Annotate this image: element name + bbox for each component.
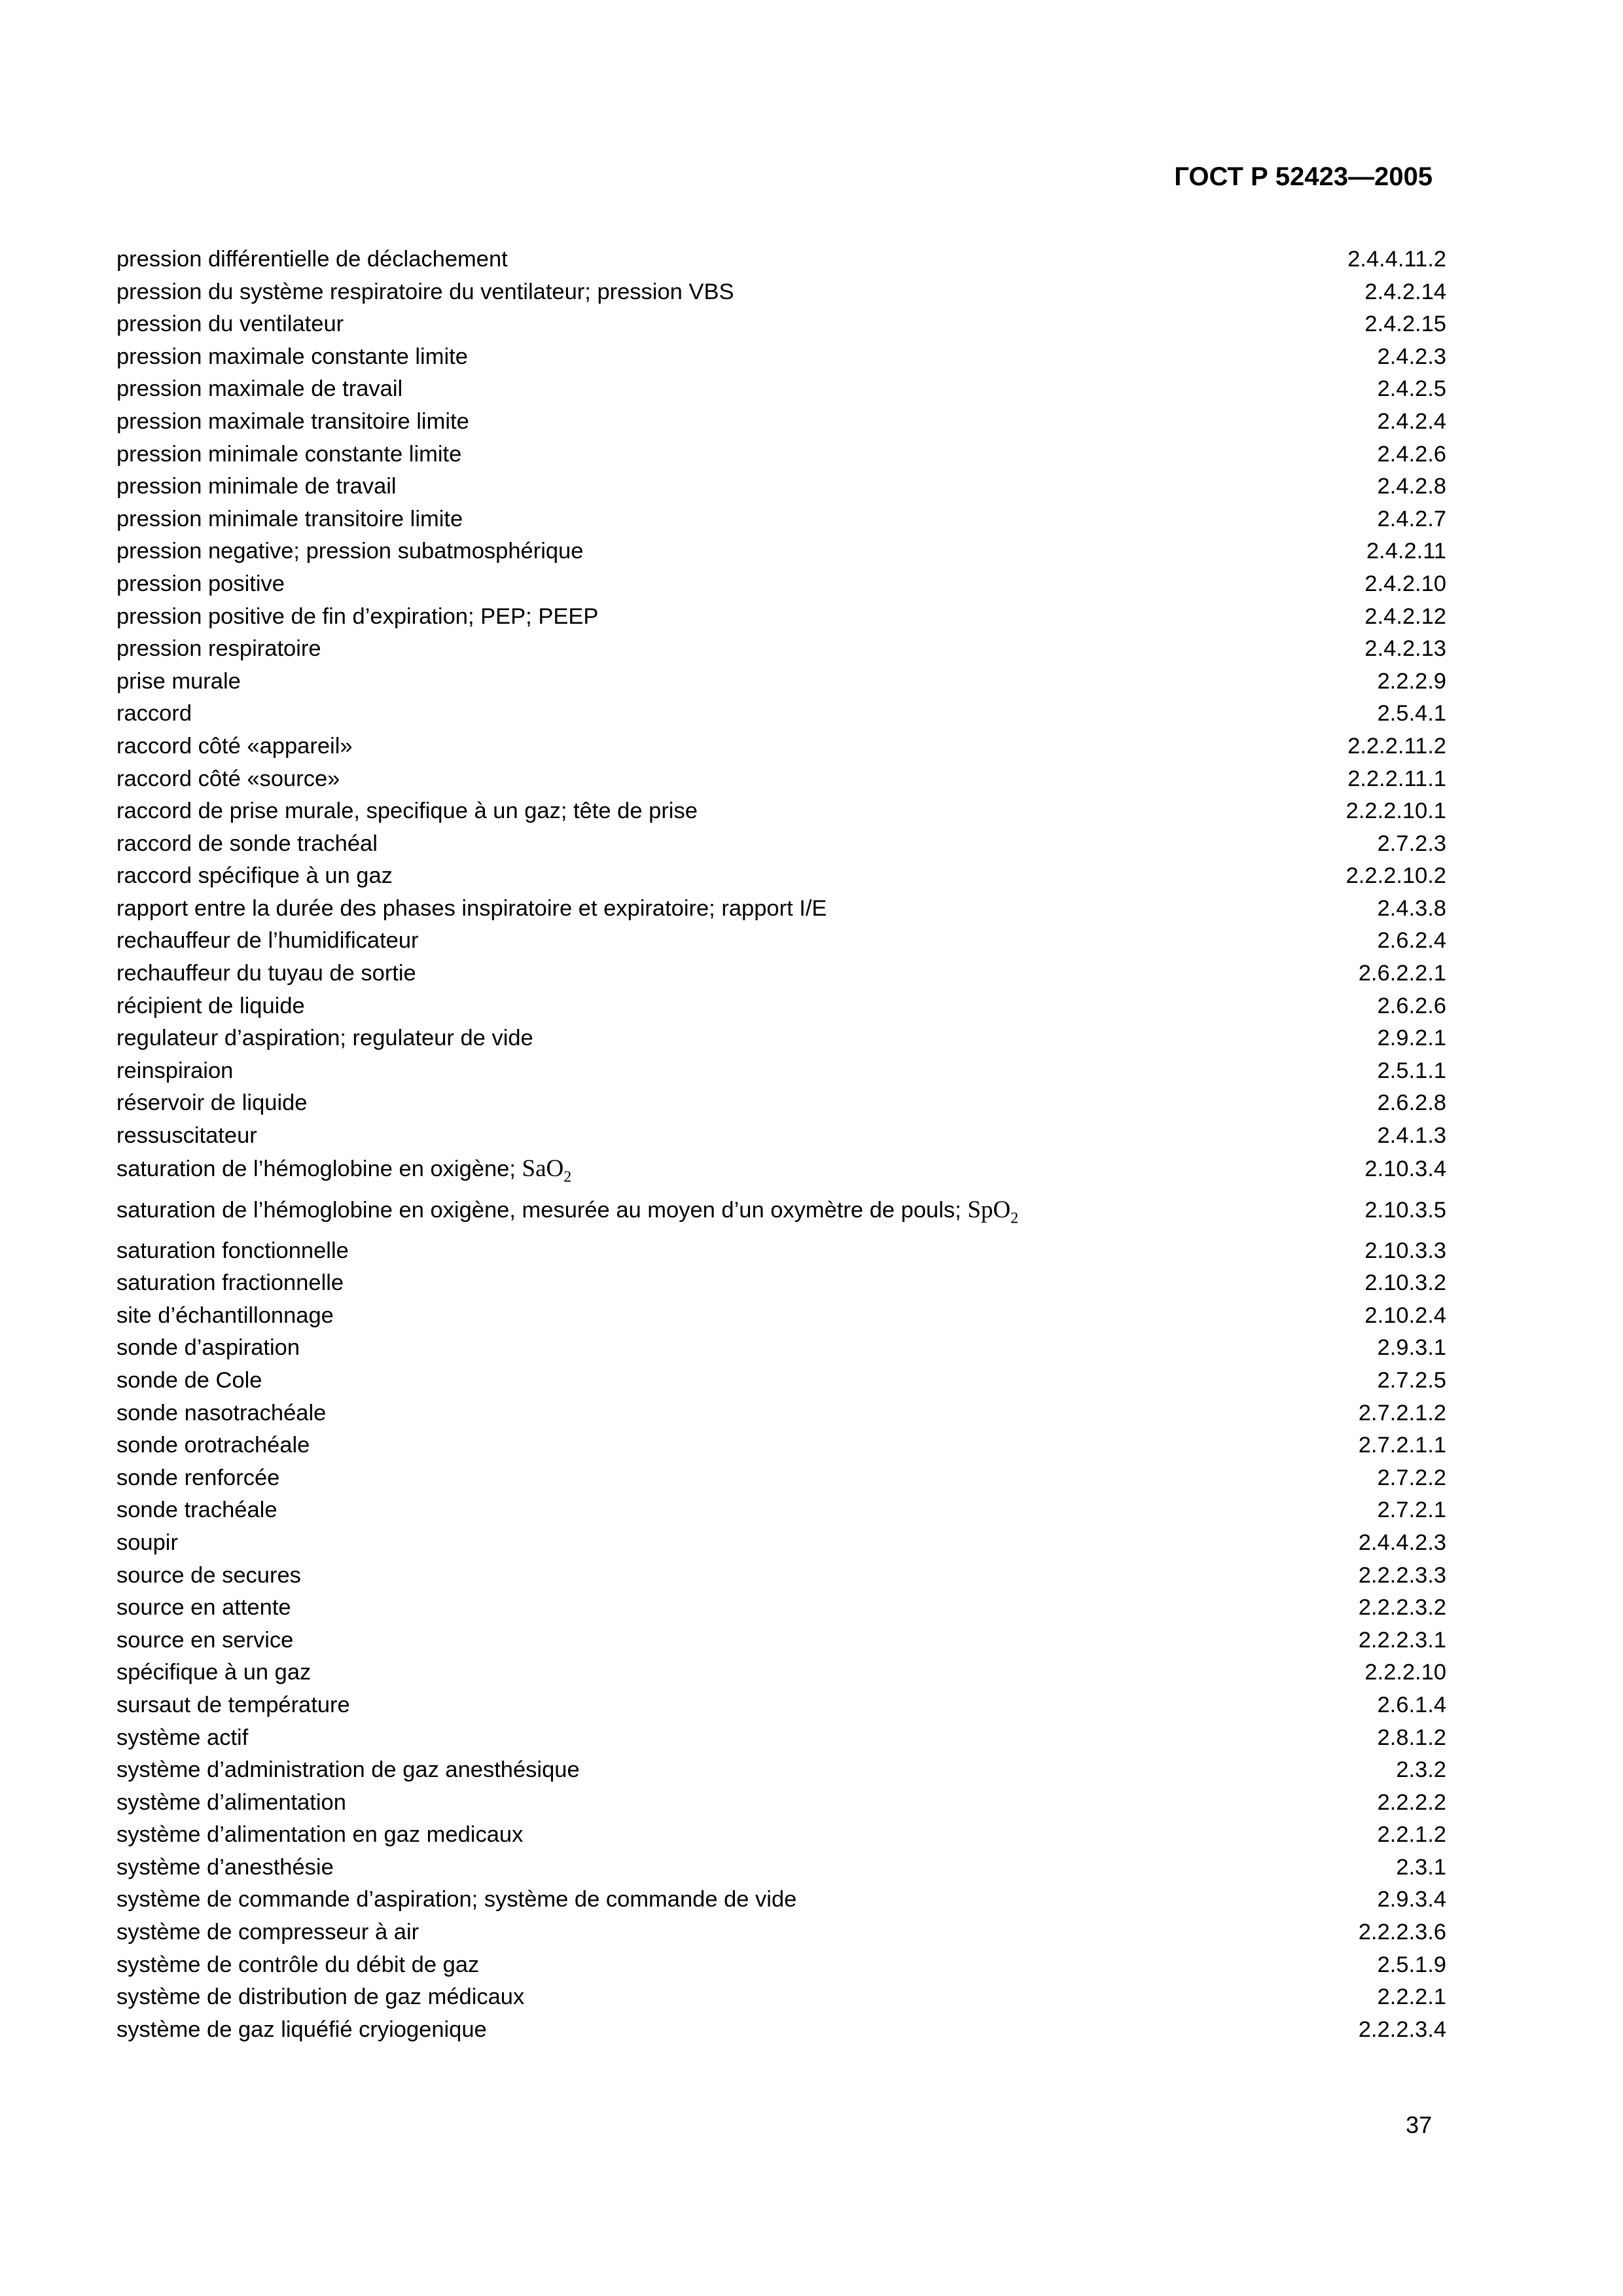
index-reference-number: 2.4.4.11.2 xyxy=(1347,247,1446,272)
index-term-text: système de gaz liquéfié cryiogenique xyxy=(116,2017,487,2042)
index-term-text: saturation fonctionnelle xyxy=(116,1238,349,1263)
index-row xyxy=(116,1527,1446,1560)
index-term xyxy=(116,1087,307,1120)
index-term-text: sonde orotrachéale xyxy=(116,1433,310,1458)
index-term-text: regulateur d’aspiration; regulateur de vide xyxy=(116,1026,533,1051)
index-term-text: sonde trachéale xyxy=(116,1498,277,1523)
index-reference-number: 2.2.2.10 xyxy=(1364,1660,1446,1685)
index-term xyxy=(116,1429,310,1462)
index-reference-number: 2.5.4.1 xyxy=(1377,701,1446,726)
index-reference-number: 2.4.2.6 xyxy=(1377,441,1446,467)
index-term xyxy=(116,406,469,439)
index-term xyxy=(116,698,192,730)
index-term xyxy=(116,925,419,958)
index-term-text: raccord côté «appareil» xyxy=(116,733,353,759)
index-term-text: rechauffeur de l’humidificateur xyxy=(116,928,419,954)
index-term-text: reinspiraion xyxy=(116,1058,234,1083)
index-term xyxy=(116,601,598,634)
index-reference-number: 2.2.2.3.4 xyxy=(1358,2017,1446,2042)
index-row xyxy=(116,439,1446,471)
index-reference-number: 2.4.2.13 xyxy=(1364,636,1446,662)
index-reference-number: 2.4.2.8 xyxy=(1377,474,1446,499)
index-term xyxy=(116,1120,257,1153)
index-reference-number: 2.9.3.4 xyxy=(1377,1887,1446,1912)
index-term-text: pression positive de fin d’expiration; PEP; PEEP xyxy=(116,603,599,629)
index-row xyxy=(116,1592,1446,1624)
index-term xyxy=(116,1657,311,1689)
index-reference-number: 2.2.2.3.3 xyxy=(1358,1562,1446,1588)
index-reference-number: 2.10.3.2 xyxy=(1364,1270,1446,1296)
index-term-text: pression différentielle de déclachement xyxy=(116,247,508,272)
index-term-text: raccord de prise murale, specifique à un gaz; tête de prise xyxy=(116,798,698,824)
index-reference-number: 2.7.2.1.1 xyxy=(1358,1433,1446,1458)
index-term xyxy=(116,1194,1018,1235)
index-row xyxy=(116,1787,1446,1820)
index-term xyxy=(116,666,241,698)
index-term-text: pression minimale constante limite xyxy=(116,441,462,467)
index-row xyxy=(116,1494,1446,1527)
index-reference-number: 2.2.2.11.2 xyxy=(1347,733,1446,759)
index-reference-number: 2.7.2.1 xyxy=(1377,1498,1446,1523)
index-term xyxy=(116,1332,300,1365)
index-term-text: pression respiratoire xyxy=(116,636,321,662)
index-term-text: sonde nasotrachéale xyxy=(116,1400,327,1426)
index-term-text: système d’anesthésie xyxy=(116,1854,334,1880)
index-row xyxy=(116,666,1446,698)
index-row xyxy=(116,633,1446,666)
index-row xyxy=(116,1153,1446,1194)
index-term-text: système actif xyxy=(116,1725,249,1750)
index-reference-number: 2.7.2.2 xyxy=(1377,1465,1446,1490)
index-term-text: système d’alimentation xyxy=(116,1789,346,1815)
index-row xyxy=(116,730,1446,763)
index-term xyxy=(116,1787,346,1820)
index-term-text: soupir xyxy=(116,1530,178,1555)
index-reference-number: 2.4.2.12 xyxy=(1364,603,1446,629)
index-row xyxy=(116,1689,1446,1722)
index-row xyxy=(116,1022,1446,1055)
index-reference-number: 2.4.2.10 xyxy=(1364,571,1446,596)
index-term-text: rechauffeur du tuyau de sortie xyxy=(116,961,416,986)
index-term-text: pression du système respiratoire du ventilateur; pression VBS xyxy=(116,279,734,304)
index-term-text: sonde d’aspiration xyxy=(116,1335,300,1361)
index-row xyxy=(116,1722,1446,1755)
index-row xyxy=(116,1397,1446,1430)
index-term-text: pression positive xyxy=(116,571,285,596)
index-reference-number: 2.4.2.3 xyxy=(1377,344,1446,369)
index-row xyxy=(116,535,1446,568)
index-reference-number: 2.10.2.4 xyxy=(1364,1302,1446,1328)
index-reference-number: 2.6.2.2.1 xyxy=(1358,961,1446,986)
index-term xyxy=(116,276,734,309)
index-reference-number: 2.2.2.11.1 xyxy=(1347,766,1446,791)
index-reference-number: 2.4.3.8 xyxy=(1377,895,1446,921)
index-row xyxy=(116,1624,1446,1657)
index-term xyxy=(116,1722,248,1755)
index-term-text: spécifique à un gaz xyxy=(116,1660,312,1685)
index-term xyxy=(116,1022,533,1055)
index-row xyxy=(116,471,1446,503)
index-term-text: pression maximale transitoire limite xyxy=(116,408,469,434)
index-row xyxy=(116,1560,1446,1592)
index-row xyxy=(116,925,1446,958)
index-term xyxy=(116,341,468,374)
index-term-text: pression du ventilateur xyxy=(116,312,344,337)
index-row xyxy=(116,1852,1446,1884)
index-term xyxy=(116,730,353,763)
index-reference-number: 2.7.2.1.2 xyxy=(1358,1400,1446,1426)
index-row xyxy=(116,1300,1446,1333)
index-row xyxy=(116,276,1446,309)
index-term xyxy=(116,893,827,925)
index-row xyxy=(116,341,1446,374)
index-row xyxy=(116,1120,1446,1153)
index-row xyxy=(116,1949,1446,1982)
index-reference-number: 2.10.3.5 xyxy=(1364,1197,1446,1223)
index-row xyxy=(116,698,1446,730)
index-term-text: système de commande d’aspiration; système de commande de vide xyxy=(116,1887,797,1912)
chemical-formula: SaO$_2$ xyxy=(522,1155,572,1186)
index-row xyxy=(116,958,1446,990)
index-reference-number: 2.4.4.2.3 xyxy=(1358,1530,1446,1555)
index-reference-number: 2.4.2.5 xyxy=(1377,376,1446,402)
index-term-text: raccord côté «source» xyxy=(116,766,340,791)
index-reference-number: 2.8.1.2 xyxy=(1377,1725,1446,1750)
index-term-text: pression minimale transitoire limite xyxy=(116,506,463,531)
index-term xyxy=(116,1365,262,1397)
index-row xyxy=(116,1267,1446,1300)
index-term xyxy=(116,1916,419,1949)
index-term-text: saturation de l’hémoglobine en oxigène, mesurée au moyen d’un oxymètre de pouls; xyxy=(116,1197,968,1223)
index-reference-number: 2.4.2.11 xyxy=(1366,539,1446,564)
index-term xyxy=(116,1494,277,1527)
index-term-text: prise murale xyxy=(116,668,241,694)
index-row xyxy=(116,1462,1446,1495)
index-term-text: source de secures xyxy=(116,1562,301,1588)
index-term xyxy=(116,1624,293,1657)
index-term-text: raccord spécifique à un gaz xyxy=(116,863,393,889)
index-reference-number: 2.2.1.2 xyxy=(1377,1822,1446,1848)
index-term-text: sonde renforcée xyxy=(116,1465,280,1490)
index-reference-number: 2.7.2.5 xyxy=(1377,1367,1446,1393)
index-term xyxy=(116,1300,334,1333)
index-term-text: pression maximale constante limite xyxy=(116,344,468,369)
index-reference-number: 2.6.1.4 xyxy=(1377,1692,1446,1717)
index-term xyxy=(116,1235,349,1268)
index-row xyxy=(116,406,1446,439)
index-row xyxy=(116,243,1446,276)
index-term xyxy=(116,1592,291,1624)
index-term xyxy=(116,1754,580,1787)
index-term xyxy=(116,1462,279,1495)
index-row xyxy=(116,2014,1446,2047)
index-row xyxy=(116,860,1446,893)
index-term xyxy=(116,1689,350,1722)
index-term-text: raccord de sonde trachéal xyxy=(116,831,378,856)
index-row xyxy=(116,503,1446,536)
index-reference-number: 2.10.3.4 xyxy=(1364,1156,1446,1181)
index-reference-number: 2.2.2.3.6 xyxy=(1358,1920,1446,1945)
index-term xyxy=(116,1949,479,1982)
index-reference-number: 2.2.2.9 xyxy=(1377,668,1446,694)
index-reference-number: 2.7.2.3 xyxy=(1377,831,1446,856)
index-row xyxy=(116,763,1446,796)
index-term-text: pression maximale de travail xyxy=(116,376,403,402)
index-row xyxy=(116,990,1446,1023)
index-row xyxy=(116,1754,1446,1787)
index-row xyxy=(116,1884,1446,1916)
index-reference-number: 2.2.2.2 xyxy=(1377,1789,1446,1815)
index-term-text: sonde de Cole xyxy=(116,1367,262,1393)
index-term-text: système d’alimentation en gaz medicaux xyxy=(116,1822,524,1848)
index-row xyxy=(116,1194,1446,1235)
index-reference-number: 2.6.2.4 xyxy=(1377,928,1446,954)
index-row xyxy=(116,1055,1446,1088)
index-term xyxy=(116,568,285,601)
index-term xyxy=(116,308,344,341)
index-term xyxy=(116,1560,301,1592)
page-number: 37 xyxy=(1405,2111,1432,2138)
index-term xyxy=(116,471,397,503)
index-row xyxy=(116,1429,1446,1462)
index-term-text: récipient de liquide xyxy=(116,993,305,1018)
index-row xyxy=(116,308,1446,341)
index-term xyxy=(116,2014,487,2047)
index-reference-number: 2.2.2.3.2 xyxy=(1358,1595,1446,1621)
index-term xyxy=(116,243,508,276)
index-term-text: rapport entre la durée des phases inspiratoire et expiratoire; rapport I/E xyxy=(116,895,827,921)
chemical-formula: SpO$_2$ xyxy=(967,1196,1019,1227)
index-row xyxy=(116,893,1446,925)
index-reference-number: 2.4.2.4 xyxy=(1377,408,1446,434)
index-term-text: pression minimale de travail xyxy=(116,474,397,499)
index-term xyxy=(116,1527,178,1560)
index-reference-number: 2.6.2.6 xyxy=(1377,993,1446,1018)
index-term-text: saturation de l’hémoglobine en oxigène; xyxy=(116,1156,522,1181)
index-row xyxy=(116,373,1446,406)
index-term xyxy=(116,439,461,471)
index-term xyxy=(116,535,583,568)
index-term xyxy=(116,828,378,861)
index-term xyxy=(116,373,402,406)
index-row xyxy=(116,1657,1446,1689)
index-row xyxy=(116,1981,1446,2014)
index-term-text: pression negative; pression subatmosphérique xyxy=(116,539,584,564)
index-term xyxy=(116,1397,326,1430)
index-row xyxy=(116,1087,1446,1120)
index-term xyxy=(116,795,698,828)
index-reference-number: 2.2.2.1 xyxy=(1377,1984,1446,2010)
index-reference-number: 2.2.2.10.1 xyxy=(1346,798,1446,824)
index-term xyxy=(116,990,305,1023)
index-term-text: réservoir de liquide xyxy=(116,1090,308,1116)
index-term-text: site d’échantillonnage xyxy=(116,1302,334,1328)
index-reference-number: 2.4.2.15 xyxy=(1364,312,1446,337)
index-term xyxy=(116,1267,344,1300)
index-row xyxy=(116,1916,1446,1949)
index-row xyxy=(116,601,1446,634)
index-term xyxy=(116,763,340,796)
index-term-text: système de contrôle du débit de gaz xyxy=(116,1952,480,1977)
index-term xyxy=(116,958,416,990)
index-term xyxy=(116,1852,334,1884)
index-row xyxy=(116,1819,1446,1852)
index-reference-number: 2.2.2.10.2 xyxy=(1346,863,1446,889)
index-row xyxy=(116,795,1446,828)
index-row xyxy=(116,1235,1446,1268)
index-term xyxy=(116,503,463,536)
index-term-text: raccord xyxy=(116,701,192,726)
index-term-text: système d’administration de gaz anesthésique xyxy=(116,1757,580,1783)
index-reference-number: 2.5.1.9 xyxy=(1377,1952,1446,1977)
index-reference-number: 2.9.3.1 xyxy=(1377,1335,1446,1361)
document-code: ГОСТ Р 52423—2005 xyxy=(1174,162,1433,191)
index-term-text: sursaut de température xyxy=(116,1692,350,1717)
index-reference-number: 2.3.2 xyxy=(1396,1757,1446,1783)
index-term-text: source en attente xyxy=(116,1595,291,1621)
index-row xyxy=(116,828,1446,861)
index-term-text: système de compresseur à air xyxy=(116,1920,419,1945)
index-term xyxy=(116,860,393,893)
index-term xyxy=(116,1981,524,2014)
index-term-text: ressuscitateur xyxy=(116,1123,257,1149)
index-row xyxy=(116,1365,1446,1397)
index-reference-number: 2.5.1.1 xyxy=(1377,1058,1446,1083)
index-term-text: système de distribution de gaz médicaux xyxy=(116,1984,525,2010)
index-term xyxy=(116,1884,796,1916)
index-row xyxy=(116,1332,1446,1365)
index-term xyxy=(116,1055,233,1088)
index-term-text: source en service xyxy=(116,1627,294,1653)
index-term xyxy=(116,1153,571,1194)
index-reference-number: 2.2.2.3.1 xyxy=(1358,1627,1446,1653)
index-term xyxy=(116,1819,523,1852)
index-row xyxy=(116,568,1446,601)
index-term-text: saturation fractionnelle xyxy=(116,1270,344,1296)
index-reference-number: 2.4.2.14 xyxy=(1364,279,1446,304)
index-reference-number: 2.4.1.3 xyxy=(1377,1123,1446,1149)
index-reference-number: 2.6.2.8 xyxy=(1377,1090,1446,1116)
index-term xyxy=(116,633,321,666)
index-reference-number: 2.10.3.3 xyxy=(1364,1238,1446,1263)
index-reference-number: 2.4.2.7 xyxy=(1377,506,1446,531)
index-list xyxy=(116,243,1446,2046)
index-reference-number: 2.9.2.1 xyxy=(1377,1026,1446,1051)
index-reference-number: 2.3.1 xyxy=(1396,1854,1446,1880)
